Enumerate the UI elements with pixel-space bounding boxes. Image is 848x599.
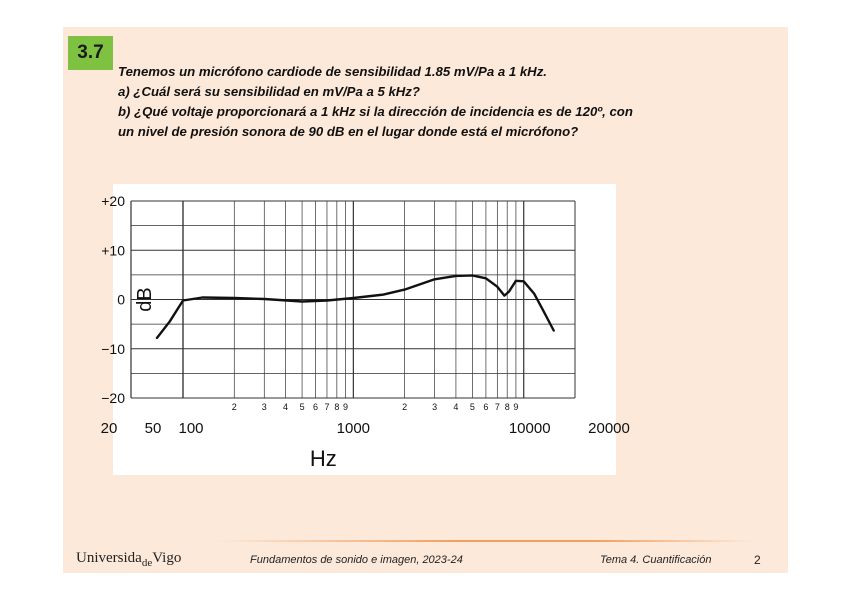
problem-line: Tenemos un micrófono cardiode de sensibilidad 1.85 mV/Pa a 1 kHz. (118, 64, 547, 79)
x-minor-tick-label: 4 (283, 402, 289, 412)
problem-number-badge: 3.7 (68, 36, 113, 70)
x-minor-tick-label: 3 (261, 402, 267, 412)
topic-name: Tema 4. Cuantificación (600, 554, 712, 566)
frequency-response-svg (100, 184, 630, 475)
x-minor-tick-label: 5 (469, 402, 475, 412)
footer-divider (215, 540, 755, 542)
x-minor-tick-label: 3 (432, 402, 438, 412)
x-minor-tick-label: 9 (513, 402, 519, 412)
problem-line: b) ¿Qué voltaje proporcionará a 1 kHz si la dirección de incidencia es de 120º, con (118, 104, 633, 119)
x-minor-tick-label: 6 (313, 402, 319, 412)
x-minor-tick-label: 8 (334, 402, 340, 412)
x-major-tick-label: 50 (144, 420, 162, 437)
y-tick-label: −20 (101, 390, 125, 406)
problem-statement (118, 62, 768, 142)
y-axis-label: dB (134, 287, 156, 312)
x-minor-tick-label: 6 (483, 402, 489, 412)
x-minor-tick-label: 9 (343, 402, 349, 412)
y-tick-label: +20 (101, 193, 125, 209)
course-name: Fundamentos de sonido e imagen, 2023-24 (250, 554, 463, 566)
x-minor-tick-label: 2 (402, 402, 408, 412)
page-number: 2 (754, 553, 761, 567)
x-minor-tick-label: 8 (504, 402, 510, 412)
x-minor-tick-label: 7 (324, 402, 330, 412)
x-minor-tick-label: 7 (494, 402, 500, 412)
response-curve (157, 275, 554, 338)
problem-line: a) ¿Cuál será su sensibilidad en mV/Pa a 5 kHz? (118, 84, 420, 99)
x-major-tick-label: 20 (100, 420, 118, 437)
university-name-de: de (141, 557, 153, 569)
y-tick-label: −10 (101, 340, 125, 357)
y-tick-label: +10 (101, 242, 125, 259)
x-minor-tick-label: 4 (453, 402, 459, 412)
problem-line: un nivel de presión sonora de 90 dB en el lugar donde está el micrófono? (118, 124, 579, 139)
university-name-end: Vigo (152, 550, 182, 566)
x-major-tick-label: 1000 (336, 420, 371, 437)
university-logo (76, 550, 181, 569)
x-axis-label: Hz (309, 446, 337, 471)
x-minor-tick-label: 5 (299, 402, 305, 412)
y-tick-label: 0 (117, 291, 125, 308)
x-major-tick-label: 20000 (588, 420, 630, 437)
x-major-tick-label: 100 (178, 420, 204, 437)
frequency-response-chart (100, 184, 630, 475)
x-major-tick-label: 10000 (508, 420, 551, 437)
x-minor-tick-label: 2 (231, 402, 237, 412)
university-name-start: Universida (76, 550, 142, 566)
